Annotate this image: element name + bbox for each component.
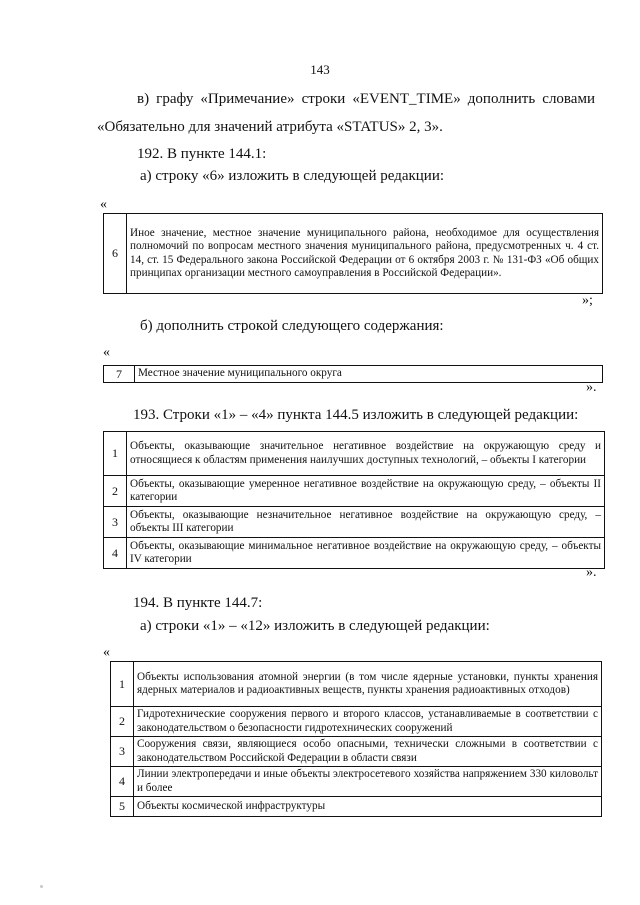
table-row	[104, 366, 603, 383]
table-row	[111, 797, 602, 817]
row-text: Объекты, оказывающие умеренное негативное воздействие на окружающую среду, – объекты II категории	[127, 476, 605, 507]
close-quote: »;	[582, 293, 593, 308]
row-text: Линии электропередачи и иные объекты электросетевого хозяйства напряжением 330 киловольт и более	[134, 767, 602, 797]
item-192-heading: 192. В пункте 144.1:	[137, 146, 267, 162]
table-row	[111, 767, 602, 797]
item-194-sub-a: а) строки «1» – «12» изложить в следующей редакции:	[140, 618, 490, 634]
table-row	[111, 737, 602, 767]
item-192-sub-a: а) строку «6» изложить в следующей редакции:	[140, 168, 445, 184]
row-text: Иное значение, местное значение муниципального района, необходимое для осуществления полномочий по вопросам местного значения муниципального района, предусмотренных ч. 4 ст. 14, ст. 15 Федерального закона Российской Федерации от 6 октября 2003 г. № 131-ФЗ «Об общих принципах организации местного самоуправления в Российской Федерации».	[127, 214, 603, 294]
row-number: 1	[104, 432, 127, 476]
intro-line-1: в) графу «Примечание» строки «EVENT_TIME» дополнить словами	[137, 91, 595, 107]
scan-speck	[40, 885, 43, 888]
close-quote: ».	[586, 565, 597, 580]
open-quote: «	[103, 345, 110, 360]
item-194-heading: 194. В пункте 144.7:	[133, 595, 263, 611]
table-row	[104, 507, 605, 538]
row-text: Объекты, оказывающие минимальное негативное воздействие на окружающую среду, – объекты IV категории	[127, 538, 605, 569]
intro-line-2: «Обязательно для значений атрибута «STATUS» 2, 3».	[97, 119, 443, 135]
row-number: 4	[111, 767, 134, 797]
table-194-a	[110, 661, 602, 817]
open-quote: «	[103, 645, 110, 660]
row-number: 5	[111, 797, 134, 817]
open-quote: «	[100, 197, 107, 212]
table-row	[104, 476, 605, 507]
row-text: Местное значение муниципального округа	[135, 366, 603, 383]
table-row	[104, 214, 603, 294]
table-row	[104, 432, 605, 476]
row-number: 3	[111, 737, 134, 767]
row-number: 2	[104, 476, 127, 507]
table-192-b	[103, 365, 603, 383]
table-row	[111, 707, 602, 737]
close-quote: ».	[586, 380, 597, 395]
table-row	[111, 662, 602, 707]
table-192-a	[103, 213, 603, 294]
page-number: 143	[310, 62, 330, 77]
row-number: 1	[111, 662, 134, 707]
item-193-heading: 193. Строки «1» – «4» пункта 144.5 изложить в следующей редакции:	[133, 407, 579, 423]
row-text: Гидротехнические сооружения первого и второго классов, устанавливаемые в соответствии с законодательством о безопасности гидротехнических сооружений	[134, 707, 602, 737]
row-text: Объекты использования атомной энергии (в том числе ядерные установки, пункты хранения ядерных материалов и радиоактивных веществ, пункты хранения радиоактивных отходов)	[134, 662, 602, 707]
row-text: Сооружения связи, являющиеся особо опасными, технически сложными в соответствии с законодательством Российской Федерации в области связи	[134, 737, 602, 767]
item-192-sub-b: б) дополнить строкой следующего содержания:	[140, 318, 444, 334]
table-193	[103, 431, 605, 569]
row-number: 7	[104, 366, 135, 383]
row-number: 2	[111, 707, 134, 737]
row-text: Объекты, оказывающие незначительное негативное воздействие на окружающую среду, – объекты III категории	[127, 507, 605, 538]
row-text: Объекты космической инфраструктуры	[134, 797, 602, 817]
table-row	[104, 538, 605, 569]
row-text: Объекты, оказывающие значительное негативное воздействие на окружающую среду и относящиеся к областям применения наилучших доступных технологий, – объекты I категории	[127, 432, 605, 476]
row-number: 4	[104, 538, 127, 569]
row-number: 6	[104, 214, 127, 294]
row-number: 3	[104, 507, 127, 538]
